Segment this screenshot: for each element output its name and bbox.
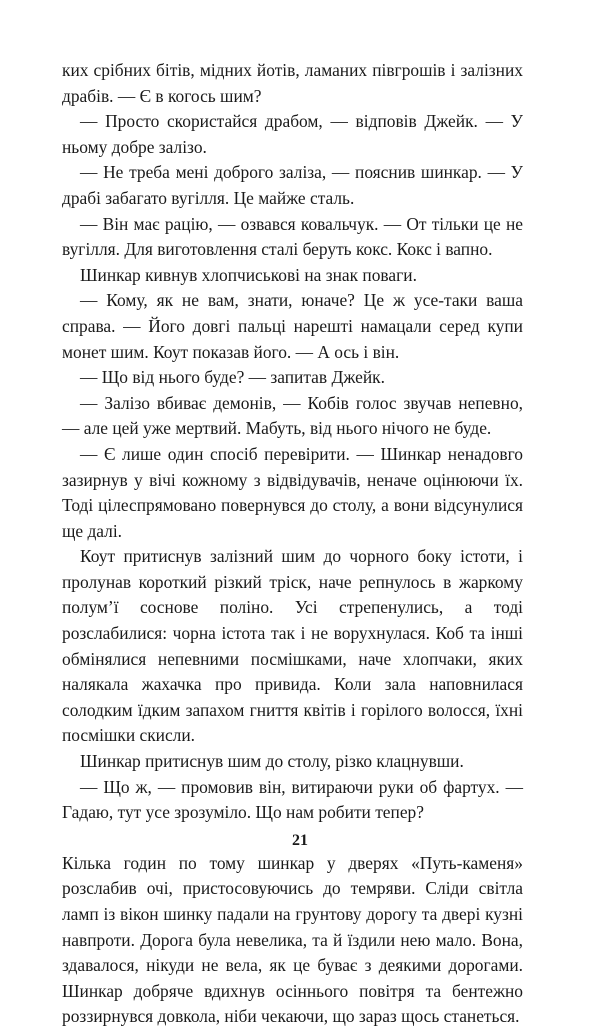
book-page-text bbox=[62, 58, 523, 1030]
paragraph: — Що ж, — промовив він, витираючи руки об фартух. — Гадаю, тут усе зрозуміло. Що нам робити тепер? bbox=[62, 776, 523, 823]
paragraph: ких срібних бітів, мідних йотів, ламаних півгрошів і залізних драбів. — Є в когось шим? bbox=[62, 60, 523, 106]
paragraph: Шинкар притиснув шим до столу, різко клацнувши. bbox=[80, 751, 464, 772]
paragraph: Кілька годин по тому шинкар у дверях «Путь-каменя» розслабив очі, пристосовуючись до темряви. Сліди світла ламп із вікон шинку падали на грунтову дорогу та двері кузні навпроти. Дорога була невелика, та й їздили нею мало. Вона, здавалося, нікуди не вела, як це буває з деякими дорогами. Шинкар добряче вдихнув осіннього повітря та бентежно роззирнувся довкола, ніби чекаючи, що зараз щось станеться. bbox=[62, 852, 523, 1027]
paragraph: — Просто скористайся драбом, — відповів Джейк. — У ньому добре залізо. bbox=[62, 111, 523, 157]
page-number: 21 bbox=[292, 832, 308, 849]
paragraph: — Кому, як не вам, знати, юначе? Це ж усе-таки ваша справа. — Його довгі пальці нарешті намацали серед купи монет шим. Коут показав його. — А ось і він. bbox=[62, 290, 523, 362]
paragraph: — Залізо вбиває демонів, — Кобів голос звучав непевно, — але цей уже мертвий. Мабуть, від нього нічого не буде. bbox=[62, 392, 523, 439]
paragraph: Шинкар кивнув хлопчиськові на знак поваги. bbox=[80, 264, 417, 285]
paragraph: — Не треба мені доброго заліза, — пояснив шинкар. — У драбі забагато вугілля. Це майже сталь. bbox=[62, 162, 523, 208]
paragraph: — Він має рацію, — озвався ковальчук. — От тільки це не вугілля. Для виготовлення сталі беруть кокс. Кокс і вапно. bbox=[62, 213, 523, 260]
paragraph: Коут притиснув залізний шим до чорного боку істоти, і пролунав короткий різкий тріск, наче репнулось в жаркому полум’ї соснове поліно. Усі стрепенулись, а тоді розслабилися: чорна істота так і не ворухнулася. Коб та інші обмінялися непевними посмішками, наче хлопчаки, яких налякала жахачка про привида. Коли зала наповнилася солодким їдким запахом гниття квітів і горілого волосся, їхні посмішки скисли. bbox=[62, 546, 523, 746]
paragraph: — Є лише один спосіб перевірити. — Шинкар ненадовго зазирнув у вічі кожному з відвідувачів, неначе оцінюючи їх. Тоді цілеспрямовано повернувся до столу, а вони відсунулися ще далі. bbox=[62, 443, 523, 541]
paragraph: — Що від нього буде? — запитав Джейк. bbox=[80, 367, 385, 388]
